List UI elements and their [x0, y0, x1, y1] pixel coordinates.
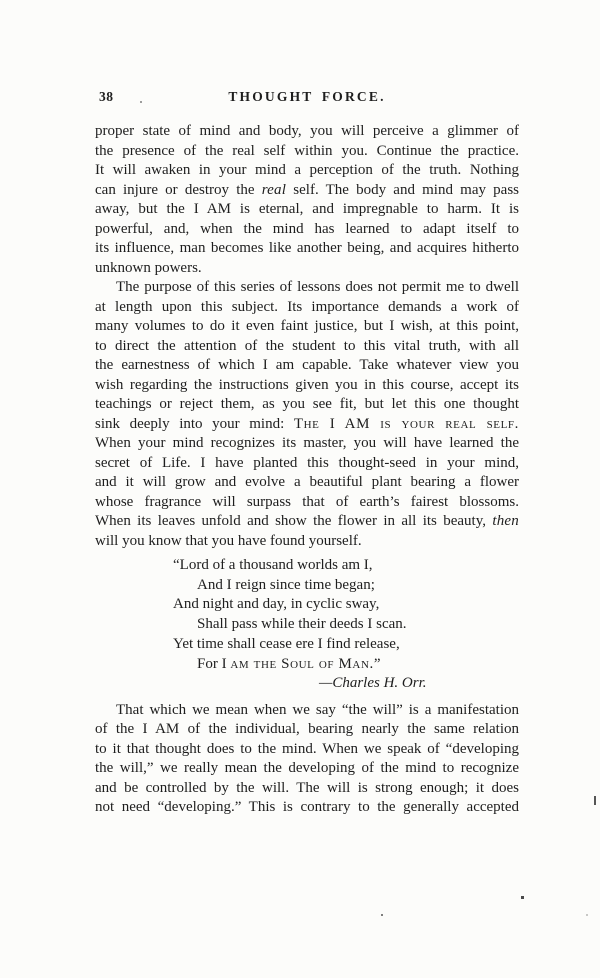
text-line: to it that thought does to the mind. When we speak of “developing [95, 740, 519, 757]
poem-line: And I reign since time began; [197, 576, 375, 593]
text-line: its influence, man becomes like another being, and acquires hitherto [95, 240, 519, 256]
text-line: and it will grow and evolve a beautiful plant bearing a flower [95, 474, 519, 490]
text-line: That which we mean when we say “the will” is a manifestation [116, 701, 519, 718]
text-line: many volumes to do it even faint justice, but I wish, at this point, [95, 318, 519, 334]
page-content [95, 88, 519, 818]
scan-speck [594, 796, 596, 805]
text-line: When its leaves unfold and show the flower in all its beauty, then [95, 513, 519, 529]
text-line: not need “developing.” This is contrary to the generally accepted [95, 799, 519, 816]
text-line: proper state of mind and body, you will perceive a glimmer of [95, 123, 519, 139]
text-line: the earnestness of which I am capable. Take whatever view you [95, 357, 519, 373]
text-line: will you know that you have found yourself. [95, 532, 362, 549]
page-number: 38 [99, 89, 114, 104]
text-line: can injure or destroy the real self. The body and mind may pass [95, 181, 519, 198]
paragraph [95, 701, 519, 818]
scan-speck [140, 101, 142, 103]
paragraph [95, 278, 519, 551]
text-line: teachings or reject them, as you see fit, but let this one thought [95, 396, 519, 412]
text-line: and be controlled by the will. The will is strong enough; it does [95, 779, 519, 796]
poem-attribution: —Charles H. Orr. [319, 675, 427, 692]
scan-speck [586, 914, 588, 916]
poem-line: Shall pass while their deeds I scan. [197, 616, 407, 633]
text-line: the will,” we really mean the developing of the mind to recognize [95, 760, 519, 777]
text-line: at length upon this subject. Its importance demands a work of [95, 298, 519, 315]
text-line: whose fragrance will surpass that of earth’s fairest blossoms. [95, 493, 519, 510]
text-line: wish regarding the instructions given you in this course, accept its [95, 376, 519, 393]
text-line: powerful, and, when the mind has learned to adapt itself to [95, 220, 519, 237]
page-body [95, 122, 519, 818]
scan-speck [381, 914, 383, 916]
text-line: to direct the attention of the student to this vital truth, with all [95, 337, 519, 354]
text-line: of the I AM of the individual, bearing nearly the same relation [95, 721, 519, 738]
text-line: unknown powers. [95, 259, 202, 276]
poem-line: For I am the Soul of Man.” [197, 655, 381, 672]
text-line: It will awaken in your mind a perception of the truth. Nothing [95, 162, 519, 178]
scan-speck [521, 896, 524, 899]
text-line: The purpose of this series of lessons does not permit me to dwell [116, 279, 519, 295]
text-line: When your mind recognizes its master, you will have learned the [95, 435, 519, 451]
text-line: secret of Life. I have planted this thought-seed in your mind, [95, 454, 519, 471]
text-line: the presence of the real self within you. Continue the practice. [95, 142, 519, 159]
paragraph [95, 122, 519, 278]
poem-line: “Lord of a thousand worlds am I, [173, 557, 373, 573]
text-line: away, but the I AM is eternal, and impregnable to harm. It is [95, 201, 519, 217]
poem [173, 556, 519, 694]
page-header [95, 88, 519, 122]
text-line: sink deeply into your mind: The I AM is your real self. [95, 415, 519, 432]
running-title: THOUGHT FORCE. [228, 89, 386, 104]
poem-line: Yet time shall cease ere I find release, [173, 635, 400, 652]
poem-line: And night and day, in cyclic sway, [173, 596, 380, 613]
